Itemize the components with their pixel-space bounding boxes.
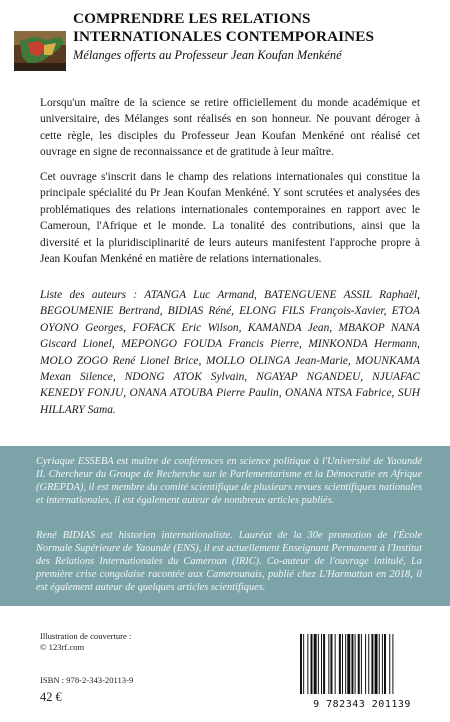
scope-paragraph: Cet ouvrage s'inscrit dans le champ des relations internationales qui constitue la principale spécialité du Pr Jean Koufan Menkéné. Y sont scrutées et analysées des problématiques des relations internationales contemporaines en rapport avec le Cameroun, l'Afrique et le monde. La tonalité des contributions, ainsi que la diversité et la pluridisciplinarité de leurs auteurs manifestent l'approche propre à Jean Koufan Menkéné en matière de relations internationales. xyxy=(40,171,420,266)
bio-esseba: Cyriaque ESSEBA est maître de conférences en science politique à l'Université de Yaoundé II. Chercheur du Groupe de Recherche sur le Parlementarisme et la Démocratie en Afrique (GREPDA), il est membre du comité scientifique de plusieurs revues scientifiques nationales et internationales, il est également auteur de nombreux articles publiés. xyxy=(36,456,422,506)
book-subtitle: Mélanges offerts au Professeur Jean Koufan Menkéné xyxy=(73,48,342,62)
price: 42 € xyxy=(40,690,62,704)
authors-names: ATANGA Luc Armand, BATENGUENE ASSIL Raphaël, BEGOUMENIE Bertrand, BIDIAS Réné, ELONG FILS François-Xavier, ETOA OYONO Georges, FOFACK Eric Wilson, KAMANDA Jean, MBAKOP NANA Giscard Lionel, MEPONGO FOUDA Francis Pierre, MINKONDA Hermann, MOLO ZOGO René Lionel Brice, MOLLO OLINGA Jean-Marie, MOUNKAMA Mexan Silence, NDONG ATOK Sylvain, NGAYAP NGANDEU, NJUAFAC KENEDY FONJU, ONANA ATOUBA Pierre Paulin, ONANA NTSA Fabrice, SUH HILLARY Sama. xyxy=(40,289,420,416)
cover-credit-value: © 123rf.com xyxy=(40,641,85,652)
book-title xyxy=(73,10,433,46)
authors-list xyxy=(40,287,420,418)
barcode-bars xyxy=(292,632,432,696)
cover-credit xyxy=(40,631,131,652)
cover-credit-label: Illustration de couverture : xyxy=(40,631,132,641)
book-title-line-2: INTERNATIONALES CONTEMPORAINES xyxy=(73,28,375,45)
isbn: ISBN : 978-2-343-20113-9 xyxy=(40,675,134,685)
cover-thumbnail-image xyxy=(14,31,66,71)
barcode-digits: 9 782343 201139 xyxy=(313,699,411,710)
barcode xyxy=(292,632,432,710)
intro-paragraph: Lorsqu'un maître de la science se retire officiellement du monde académique et universitaire, des Mélanges sont réalisés en son honneur. Ne pouvant déroger à cette règle, les disciples du Professeur Jean Koufan Menkéné ont réalisé cet ouvrage en signe de reconnaissance et de gratitude à leur maître. xyxy=(40,97,420,159)
bio-bidias: René BIDIAS est historien internationaliste. Lauréat de la 30e promotion de l'École Normale Supérieure de Yaoundé (ENS), il est actuellement Enseignant Permanent à l'Institut des Relations Internationales du Cameroun (IRIC). Co-auteur de l'ouvrage intitulé, La première crise congolaise racontée aux Camerounais, publié chez L'Harmattan en 2018, il est également auteur de quelques articles scientifiques. xyxy=(36,530,422,593)
authors-label: Liste des auteurs : xyxy=(40,289,138,301)
book-title-line-1: COMPRENDRE LES RELATIONS xyxy=(73,10,311,27)
